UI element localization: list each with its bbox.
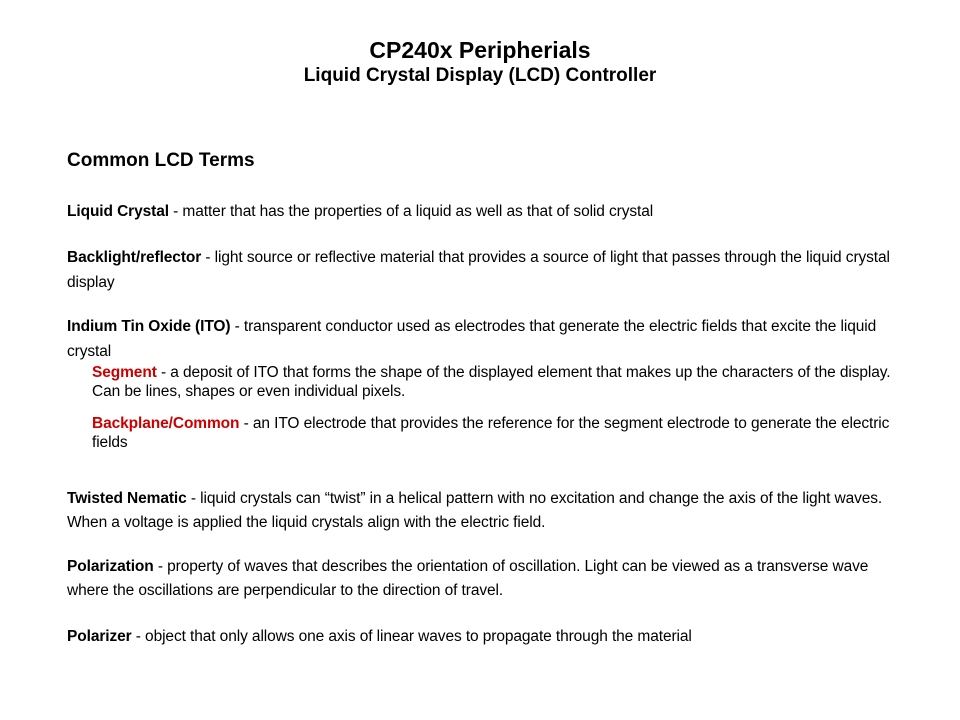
term-polarizer xyxy=(67,624,897,649)
sub-term-name: Backplane/Common xyxy=(92,415,240,432)
term-backlight-reflector xyxy=(67,245,897,295)
section-heading: Common LCD Terms xyxy=(67,150,255,171)
slide-title: CP240x Peripherials xyxy=(369,37,591,63)
term-name: Indium Tin Oxide (ITO) xyxy=(67,318,231,335)
sub-term-name: Segment xyxy=(92,364,157,381)
term-description: - property of waves that describes the orientation of oscillation. Light can be viewed as a transverse wave where the oscillations are perpendicular to the direction of travel. xyxy=(67,558,869,599)
term-description: - transparent conductor used as electrodes that generate the electric fields that excite the liquid crystal xyxy=(67,318,877,360)
term-description: - liquid crystals can “twist” in a helical pattern with no excitation and change the axis of the light waves. When a voltage is applied the liquid crystals align with the electric field. xyxy=(67,490,883,531)
sub-term-segment xyxy=(92,363,902,401)
term-indium-tin-oxide xyxy=(67,314,897,364)
term-description: - matter that has the properties of a liquid as well as that of solid crystal xyxy=(168,203,654,220)
term-description: - light source or reflective material that provides a source of light that passes through the liquid crystal display xyxy=(67,249,890,291)
term-name: Backlight/reflector xyxy=(67,249,202,266)
title-block xyxy=(0,36,960,88)
term-name: Twisted Nematic xyxy=(67,490,187,507)
term-name: Polarization xyxy=(67,558,154,575)
term-polarization xyxy=(67,555,897,603)
sub-term-backplane-common xyxy=(92,414,902,452)
term-name: Liquid Crystal xyxy=(67,203,169,220)
sub-term-description: - a deposit of ITO that forms the shape of the displayed element that makes up the characters of the display. Can be lines, shapes or even individual pixels. xyxy=(92,364,891,400)
term-name: Polarizer xyxy=(67,628,132,645)
term-liquid-crystal xyxy=(67,199,897,224)
sub-term-description: - an ITO electrode that provides the reference for the segment electrode to generate the electric fields xyxy=(92,415,890,451)
slide-subtitle: Liquid Crystal Display (LCD) Controller xyxy=(303,65,657,86)
term-description: - object that only allows one axis of linear waves to propagate through the material xyxy=(131,628,692,645)
term-twisted-nematic xyxy=(67,487,897,535)
